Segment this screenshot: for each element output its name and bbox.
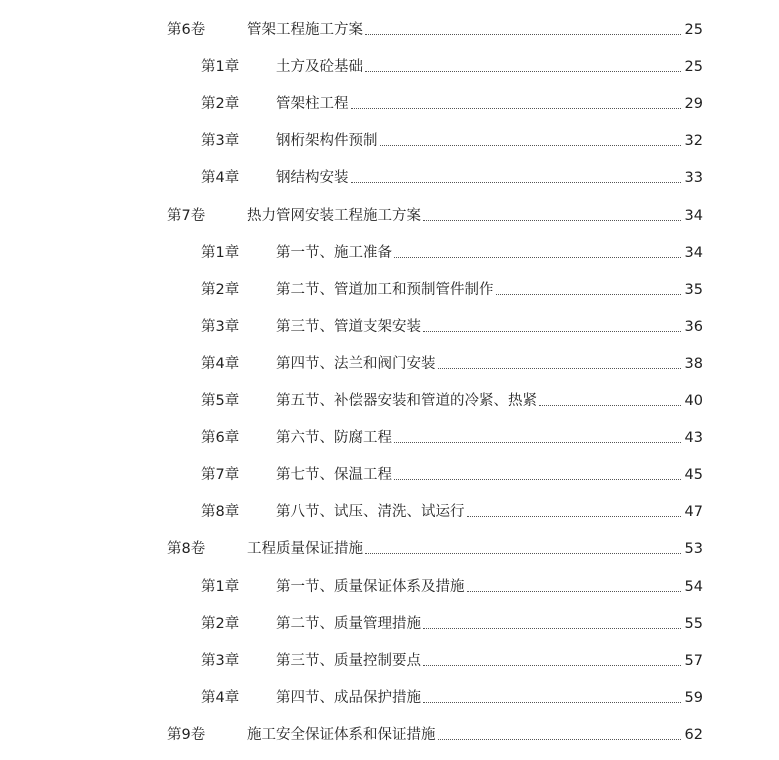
toc-chapter-entry[interactable] <box>0 130 703 152</box>
dot-leader <box>539 404 681 406</box>
toc-entry-title: 第七节、保温工程 <box>276 467 392 483</box>
toc-chapter-entry[interactable] <box>0 427 703 449</box>
dot-leader <box>365 33 681 35</box>
chapter-number: 第1章 <box>201 579 240 595</box>
chapter-number: 第1章 <box>201 245 240 261</box>
dot-leader <box>438 738 681 740</box>
toc-entry-title: 工程质量保证措施 <box>247 541 363 557</box>
toc-entry-title: 第二节、质量管理措施 <box>276 616 421 632</box>
toc-chapter-entry[interactable] <box>0 501 703 523</box>
dot-leader <box>423 330 681 332</box>
toc-entry-title: 第四节、成品保护措施 <box>276 690 421 706</box>
toc-chapter-entry[interactable] <box>0 390 703 412</box>
chapter-number: 第8章 <box>201 504 240 520</box>
dot-leader <box>394 441 681 443</box>
toc-entry-title: 第四节、法兰和阀门安装 <box>276 356 436 372</box>
toc-entry-title: 第二节、管道加工和预制管件制作 <box>276 282 494 298</box>
dot-leader <box>394 478 681 480</box>
dot-leader <box>423 701 681 703</box>
chapter-number: 第3章 <box>201 653 240 669</box>
toc-page-number: 57 <box>684 653 703 669</box>
toc-chapter-entry[interactable] <box>0 650 703 672</box>
toc-chapter-entry[interactable] <box>0 353 703 375</box>
toc-entry-line <box>247 19 703 41</box>
toc-entry-title: 第三节、管道支架安装 <box>276 319 421 335</box>
toc-entry-title: 热力管网安装工程施工方案 <box>247 208 421 224</box>
toc-entry-line <box>276 242 703 264</box>
toc-page-number: 40 <box>684 393 703 409</box>
toc-entry-line <box>276 687 703 709</box>
toc-entry-title: 第一节、施工准备 <box>276 245 392 261</box>
toc-page-number: 59 <box>684 690 703 706</box>
toc-entry-line <box>276 576 703 598</box>
toc-entry-line <box>276 427 703 449</box>
chapter-number: 第4章 <box>201 690 240 706</box>
toc-entry-title: 管架工程施工方案 <box>247 22 363 38</box>
toc-chapter-entry[interactable] <box>0 93 703 115</box>
toc-entry-line <box>276 56 703 78</box>
volume-number: 第8卷 <box>167 541 206 557</box>
toc-entry-line <box>276 167 703 189</box>
toc-page-number: 33 <box>684 170 703 186</box>
toc-page-number: 54 <box>684 579 703 595</box>
toc-volume-entry[interactable] <box>0 205 703 227</box>
toc-volume-entry[interactable] <box>0 724 703 746</box>
toc-chapter-entry[interactable] <box>0 613 703 635</box>
chapter-number: 第1章 <box>201 59 240 75</box>
toc-chapter-entry[interactable] <box>0 316 703 338</box>
dot-leader <box>351 181 681 183</box>
toc-entry-line <box>276 650 703 672</box>
dot-leader <box>365 70 681 72</box>
toc-chapter-entry[interactable] <box>0 576 703 598</box>
toc-chapter-entry[interactable] <box>0 279 703 301</box>
chapter-number: 第3章 <box>201 133 240 149</box>
chapter-number: 第7章 <box>201 467 240 483</box>
toc-page-number: 34 <box>684 208 703 224</box>
toc-page-number: 53 <box>684 541 703 557</box>
toc-entry-line <box>276 613 703 635</box>
toc-entry-line <box>276 130 703 152</box>
dot-leader <box>467 590 681 592</box>
volume-number: 第6卷 <box>167 22 206 38</box>
chapter-number: 第4章 <box>201 170 240 186</box>
toc-chapter-entry[interactable] <box>0 167 703 189</box>
dot-leader <box>438 367 681 369</box>
dot-leader <box>423 219 681 221</box>
toc-entry-line <box>247 205 703 227</box>
toc-entry-line <box>247 538 703 560</box>
chapter-number: 第2章 <box>201 616 240 632</box>
toc-entry-title: 第五节、补偿器安装和管道的冷紧、热紧 <box>276 393 537 409</box>
toc-page-number: 36 <box>684 319 703 335</box>
dot-leader <box>467 515 681 517</box>
toc-page-number: 35 <box>684 282 703 298</box>
toc-entry-title: 管架柱工程 <box>276 96 349 112</box>
dot-leader <box>380 144 681 146</box>
dot-leader <box>394 256 681 258</box>
chapter-number: 第6章 <box>201 430 240 446</box>
toc-entry-line <box>276 390 703 412</box>
toc-entry-title: 第八节、试压、清洗、试运行 <box>276 504 465 520</box>
chapter-number: 第3章 <box>201 319 240 335</box>
dot-leader <box>423 627 681 629</box>
toc-entry-title: 钢桁架构件预制 <box>276 133 378 149</box>
toc-page-number: 43 <box>684 430 703 446</box>
chapter-number: 第4章 <box>201 356 240 372</box>
toc-entry-title: 施工安全保证体系和保证措施 <box>247 727 436 743</box>
toc-entry-line <box>276 353 703 375</box>
volume-number: 第9卷 <box>167 727 206 743</box>
toc-entry-line <box>276 316 703 338</box>
chapter-number: 第2章 <box>201 282 240 298</box>
toc-volume-entry[interactable] <box>0 19 703 41</box>
toc-entry-title: 第一节、质量保证体系及措施 <box>276 579 465 595</box>
toc-chapter-entry[interactable] <box>0 56 703 78</box>
dot-leader <box>351 107 681 109</box>
toc-entry-line <box>247 724 703 746</box>
toc-page-number: 29 <box>684 96 703 112</box>
toc-page-number: 25 <box>684 22 703 38</box>
toc-entry-line <box>276 279 703 301</box>
chapter-number: 第5章 <box>201 393 240 409</box>
toc-page-number: 55 <box>684 616 703 632</box>
toc-volume-entry[interactable] <box>0 538 703 560</box>
toc-page-number: 34 <box>684 245 703 261</box>
toc-page-number: 47 <box>684 504 703 520</box>
toc-entry-title: 第三节、质量控制要点 <box>276 653 421 669</box>
toc-page-number: 32 <box>684 133 703 149</box>
toc-chapter-entry[interactable] <box>0 242 703 264</box>
dot-leader <box>365 552 681 554</box>
dot-leader <box>496 293 681 295</box>
toc-page-number: 38 <box>684 356 703 372</box>
toc-entry-title: 钢结构安装 <box>276 170 349 186</box>
chapter-number: 第2章 <box>201 96 240 112</box>
toc-chapter-entry[interactable] <box>0 687 703 709</box>
toc-entry-title: 第六节、防腐工程 <box>276 430 392 446</box>
toc-entry-line <box>276 464 703 486</box>
toc-entry-line <box>276 501 703 523</box>
volume-number: 第7卷 <box>167 208 206 224</box>
toc-entry-title: 土方及砼基础 <box>276 59 363 75</box>
toc-entry-line <box>276 93 703 115</box>
toc-page-number: 45 <box>684 467 703 483</box>
toc-page-number: 25 <box>684 59 703 75</box>
toc-page-number: 62 <box>684 727 703 743</box>
dot-leader <box>423 664 681 666</box>
toc-chapter-entry[interactable] <box>0 464 703 486</box>
